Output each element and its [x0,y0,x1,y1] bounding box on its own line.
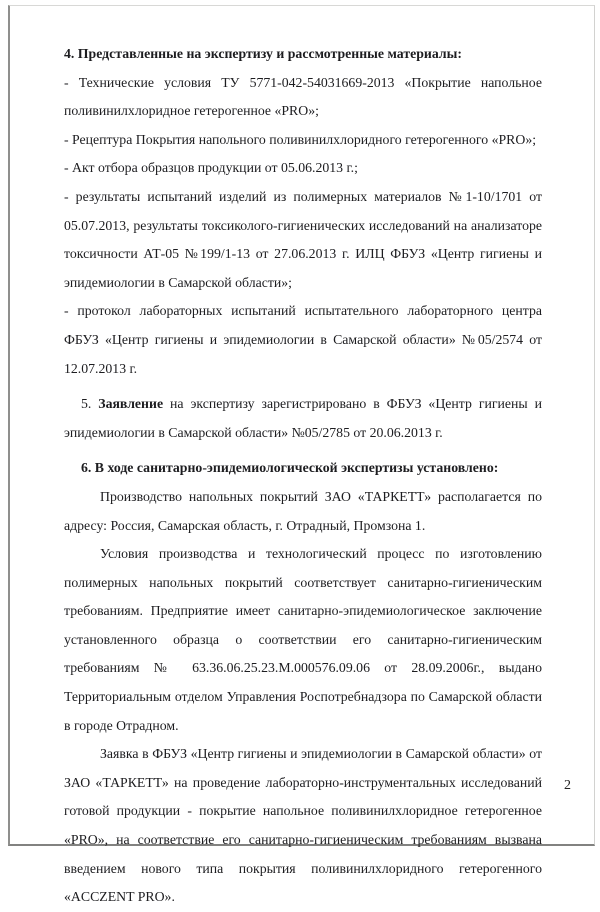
section-5-text: на экспертизу зарегистрировано в ФБУЗ «Центр гигиены и эпидемиологии в Самарской области» №05/2785 от 20.06.2013 г. [64,396,542,440]
material-item-lab-protocol: - протокол лабораторных испытаний испытательного лабораторного центра ФБУЗ «Центр гигиены и эпидемиологии в Самарской области» №05/2574 от 12.07.2013 г. [64,303,542,376]
section-6-paragraph-production-address: Производство напольных покрытий ЗАО «ТАРКЕТТ» располагается по адресу: Россия, Самарская область, г. Отрадный, Промзона 1. [64,488,542,533]
page-number: 2 [564,778,571,793]
section-6-paragraph-production-conditions: Условия производства и технологический процесс по изготовлению полимерных напольных покрытий соответствует санитарно-гигиеническим требованиям. Предприятие имеет санитарно-эпидемиологическое заключение установленного образца о соответствии его санитарно-гигиеническим требованиям № 63.36.06.25.23.М.000576.09.06 от 28.09.2006г., выдано Территориальным отделом Управления Роспотребнадзора по Самарской области в городе Отрадном. [64,546,542,733]
section-5-paragraph [64,390,542,447]
material-item-test-results: - результаты испытаний изделий из полимерных материалов №1-10/1701 от 05.07.2013, результаты токсиколого-гигиенических исследований на анализаторе токсичности АТ-05 №199/1-13 от 27.06.2013 г. ИЛЦ ФБУЗ «Центр гигиены и эпидемиологии в Самарской области»; [64,188,542,290]
document-body [64,40,542,912]
section-6-paragraph-application: Заявка в ФБУЗ «Центр гигиены и эпидемиологии в Самарской области» от ЗАО «ТАРКЕТТ» на проведение лабораторно-инструментальных исследований готовой продукции - покрытие напольное поливинилхлоридное гетерогенное «PRO», на соответствие его санитарно-гигиеническим требованиям вызвана введением нового типа покрытия поливинилхлоридного гетерогенного «ACCZENT PRO». [64,746,542,905]
material-item-technical-conditions: - Технические условия ТУ 5771-042-54031669-2013 «Покрытие напольное поливинилхлоридное гетерогенное «PRO»; [64,74,542,119]
section-5-bold-term: Заявление [98,396,164,412]
section-6-heading: 6. В ходе санитарно-эпидемиологической экспертизы установлено: [81,460,499,476]
material-item-sampling-act: - Акт отбора образцов продукции от 05.06.2013 г.; [64,160,358,176]
material-item-recipe: - Рецептура Покрытия напольного поливинилхлоридного гетерогенного «PRO»; [64,131,537,147]
section-5-number: 5. [81,396,99,412]
section-4-heading: 4. Представленные на экспертизу и рассмотренные материалы: [64,46,462,61]
